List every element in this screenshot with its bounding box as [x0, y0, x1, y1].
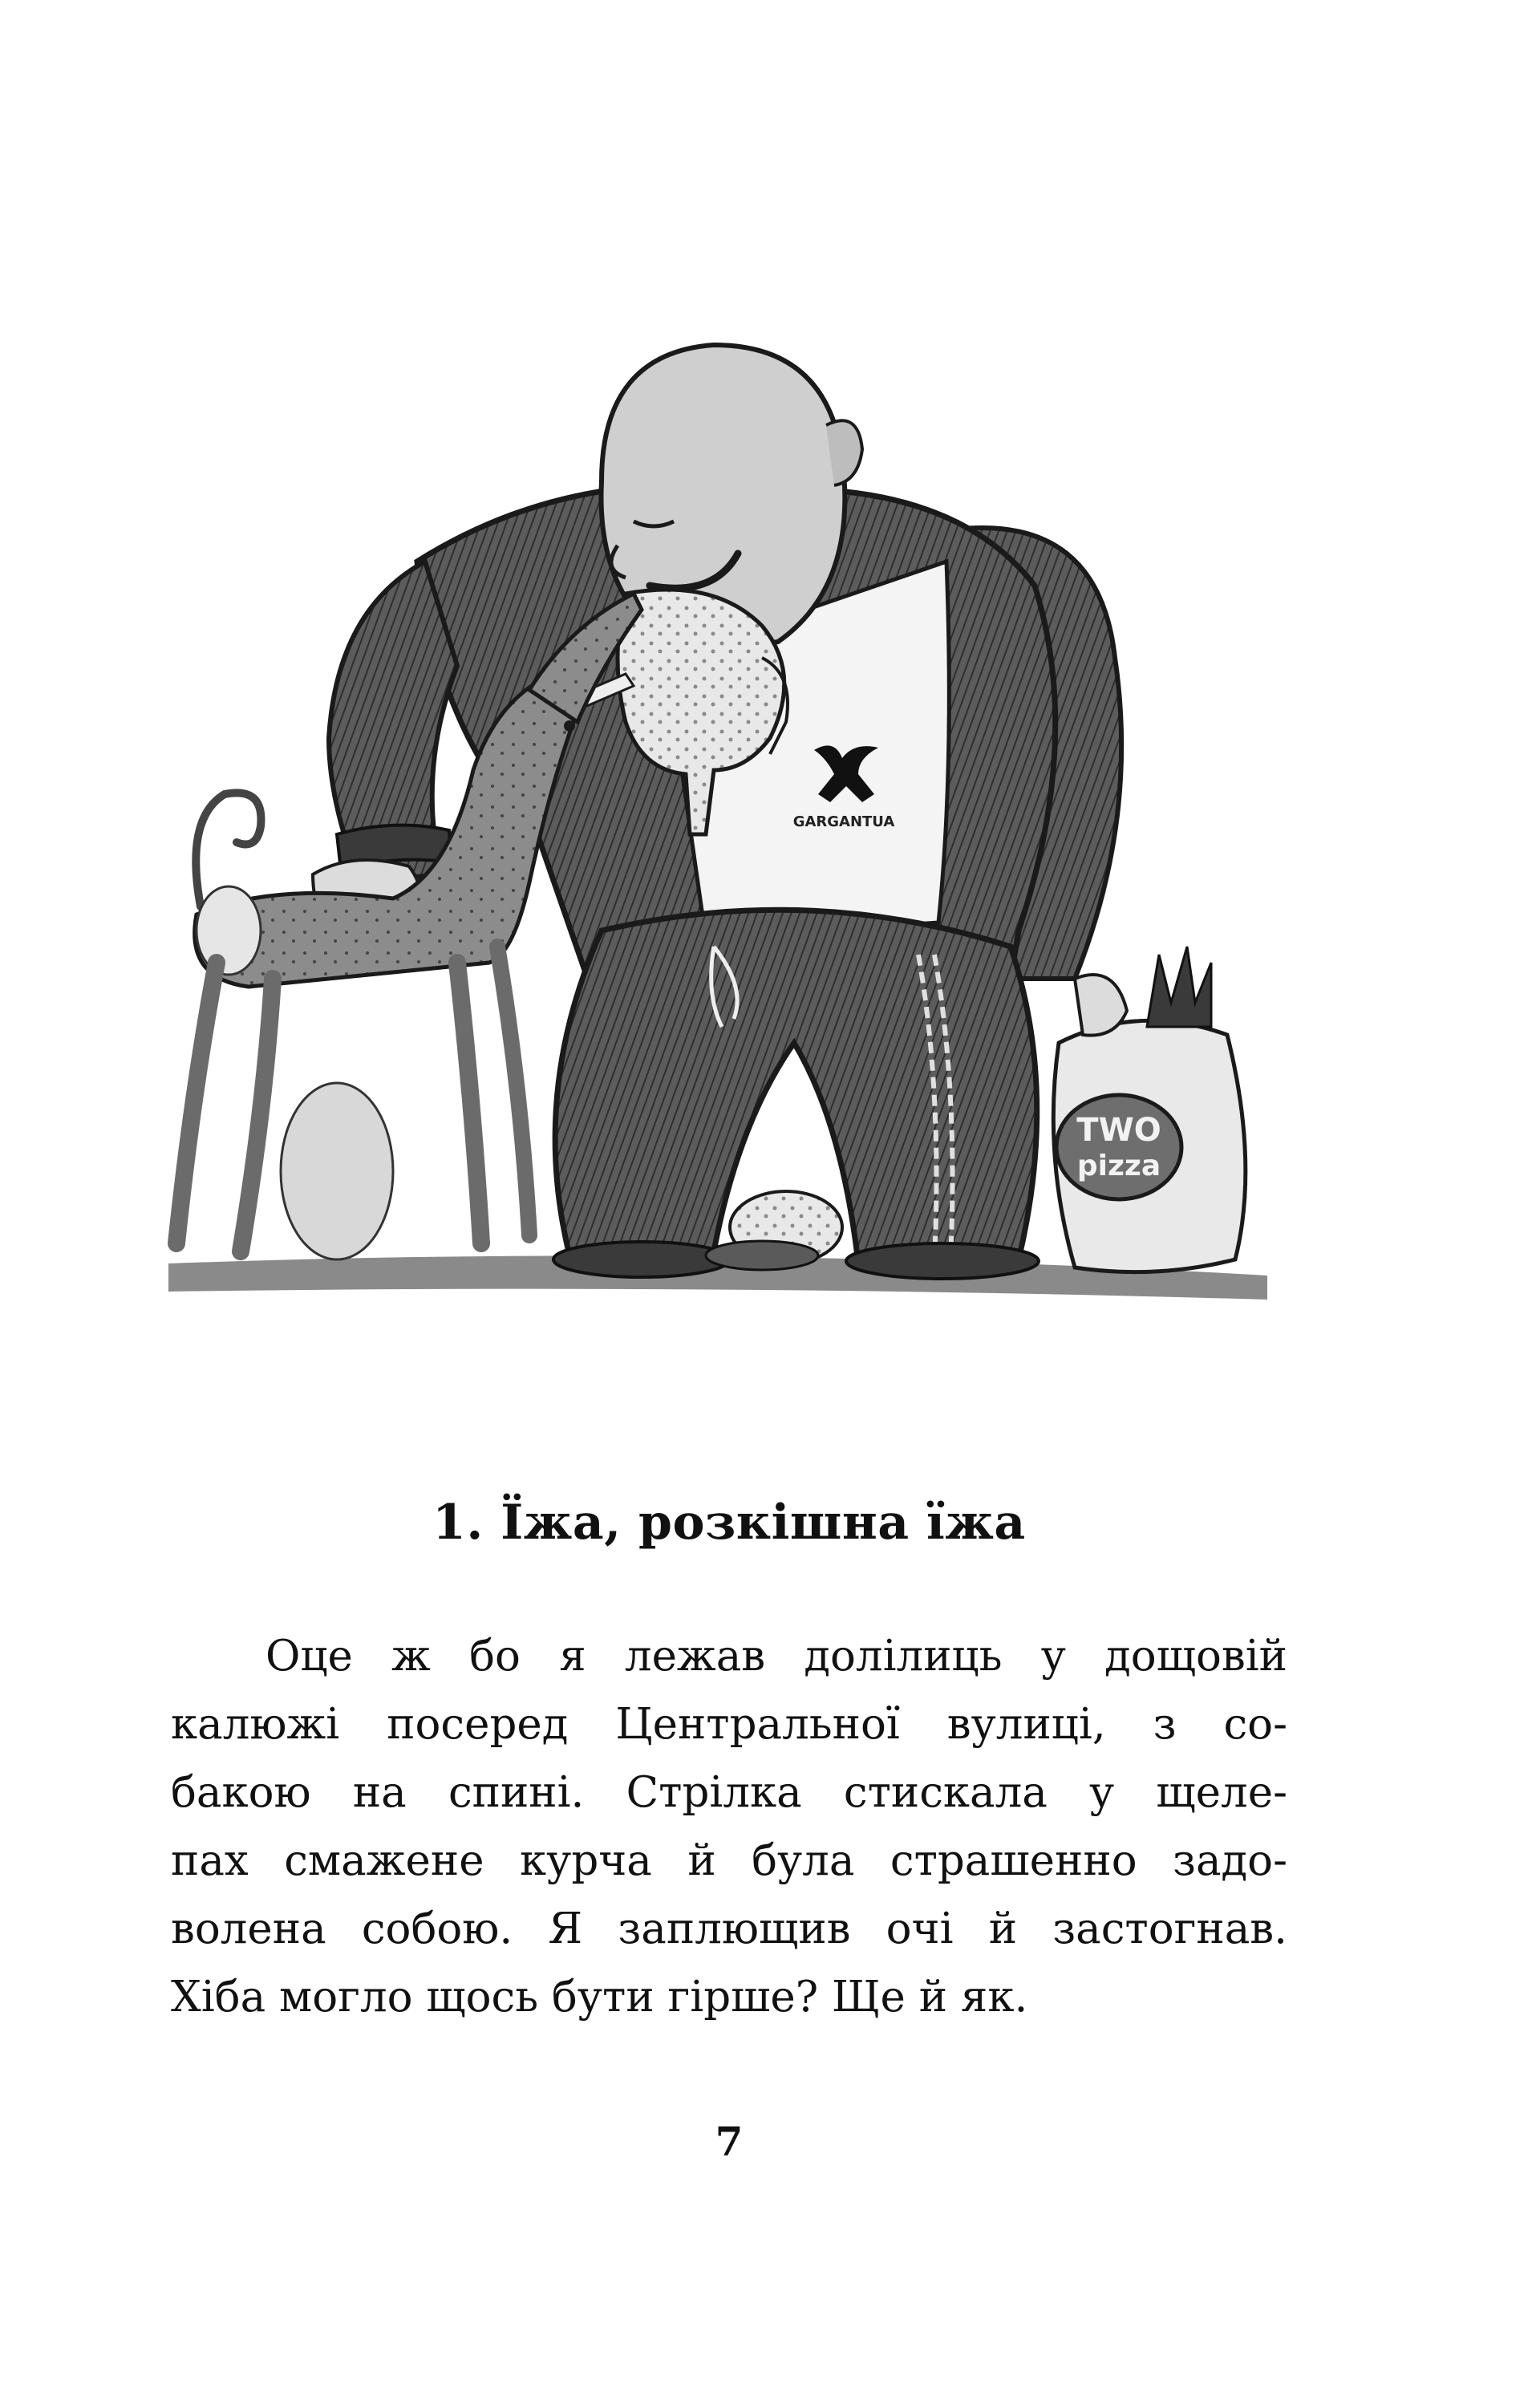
chapter-title: 1. Їжа, розкішна їжа — [432, 1495, 1026, 1551]
paragraph-line: волена собою. Я заплющив очі й застогнав. — [171, 1904, 1287, 1953]
shirt-logo-text: GARGANTUA — [792, 813, 895, 830]
man-figure — [313, 345, 1121, 1279]
chapter-body-paragraph — [171, 1622, 1287, 2031]
chapter-illustration — [152, 321, 1291, 1308]
paragraph-line: калюжі посеред Центральної вулиці, з со- — [171, 1700, 1287, 1749]
page-number: 7 — [715, 2118, 744, 2165]
paragraph-line: пах смажене курча й була страшенно задо- — [171, 1836, 1287, 1885]
paragraph-line: Хіба могло щось бути гірше? Ще й як. — [171, 1973, 1028, 2022]
bag-label-line1: TWO — [1076, 1112, 1161, 1149]
paragraph-line: бакою на спині. Стрілка стискала у щеле- — [171, 1768, 1287, 1817]
bag-label-line2: pizza — [1076, 1150, 1161, 1182]
paragraph-line: Оце ж бо я лежав долілиць у дощовій — [265, 1632, 1287, 1681]
illustration-svg — [152, 321, 1291, 1308]
pizza-bag — [1053, 947, 1246, 1272]
